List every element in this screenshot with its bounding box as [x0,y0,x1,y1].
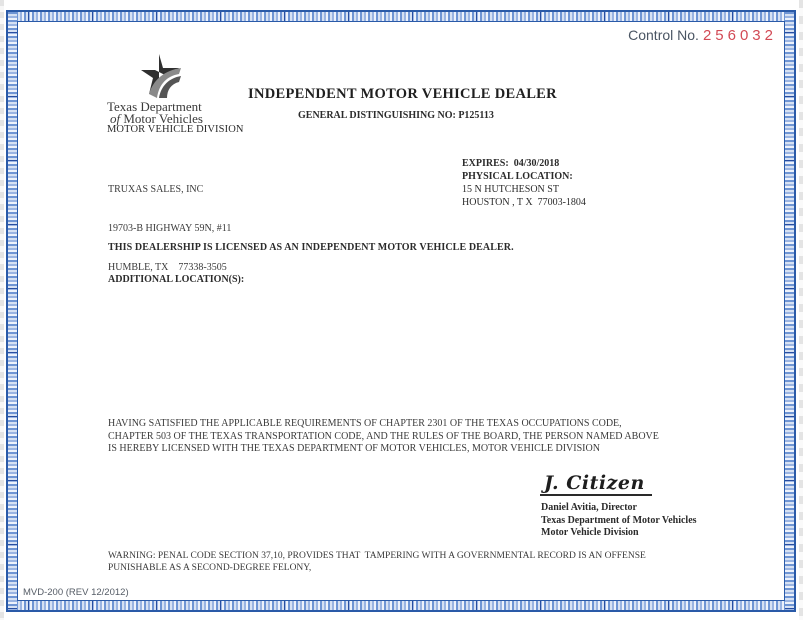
border-band-top [8,12,794,21]
warning-line: WARNING: PENAL CODE SECTION 37,10, PROVIDES THAT TAMPERING WITH A GOVERNMENTAL RECORD IS AN OFFENSE [108,551,646,561]
dealer-street: 19703-B HIGHWAY 59N, #11 [108,223,232,234]
signer-block [541,502,697,540]
border-band-bottom [8,601,794,610]
agency-name-motor-vehicles: Motor Vehicles [120,111,203,126]
form-id: MVD-200 (REV 12/2012) [23,587,129,598]
expiration-value: 04/30/2018 [513,158,560,169]
signer-division: Motor Vehicle Division [541,527,639,538]
gdn [298,110,494,121]
dealer-name: TRUXAS SALES, INC [108,184,204,195]
certificate-title: INDEPENDENT MOTOR VEHICLE DEALER [248,86,557,102]
border-band-right [785,12,794,610]
control-number-label: Control No. [628,27,699,43]
border-band-left [8,12,17,610]
signature [540,474,655,496]
license-statement: THIS DEALERSHIP IS LICENSED AS AN INDEPENDENT MOTOR VEHICLE DEALER. [108,242,514,253]
dealer-city-state-zip: HUMBLE, TX 77338-3505 [108,262,227,273]
physical-location-label: PHYSICAL LOCATION: [462,171,573,182]
signature-script: J. Citizen [544,472,645,494]
agency-name-line1: Texas Department [107,99,202,114]
certification-line: CHAPTER 503 OF THE TEXAS TRANSPORTATION CODE, AND THE RULES OF THE BOARD, THE PERSON NAMED ABOVE [108,430,659,442]
page-edge-right [799,0,803,620]
control-number [628,27,777,44]
agency-name-of: of [110,111,121,126]
control-number-value: 256032 [702,27,777,44]
warning-line: PUNISHABLE AS A SECOND-DEGREE FELONY, [108,562,312,573]
certification-line: HAVING SATISFIED THE APPLICABLE REQUIREMENTS OF CHAPTER 2301 OF THE TEXAS OCCUPATIONS CODE, [108,418,622,429]
warning-text [108,551,646,574]
gdn-value: P125113 [458,110,494,121]
dealer-address [108,157,231,287]
expiration-label: EXPIRES: [462,158,509,169]
physical-location-city-state-zip: HOUSTON , T X 77003-1804 [462,197,586,208]
page-edge-left [0,0,4,620]
additional-locations-label: ADDITIONAL LOCATION(S): [108,274,245,285]
signature-line [540,494,652,496]
agency-division: MOTOR VEHICLE DIVISION [107,124,244,135]
certification-line: IS HEREBY LICENSED WITH THE TEXAS DEPARTMENT OF MOTOR VEHICLES, MOTOR VEHICLE DIVISION [108,443,600,454]
expiration-and-location [462,157,586,209]
star-road-icon [135,54,183,98]
gdn-label: GENERAL DISTINGUISHING NO: [298,110,456,121]
signer-name-title: Daniel Avitia, Director [541,502,637,513]
certification-text [108,418,659,456]
expiration [462,157,586,170]
physical-location-street: 15 N HUTCHESON ST [462,184,559,195]
signer-org: Texas Department of Motor Vehicles [541,514,697,526]
